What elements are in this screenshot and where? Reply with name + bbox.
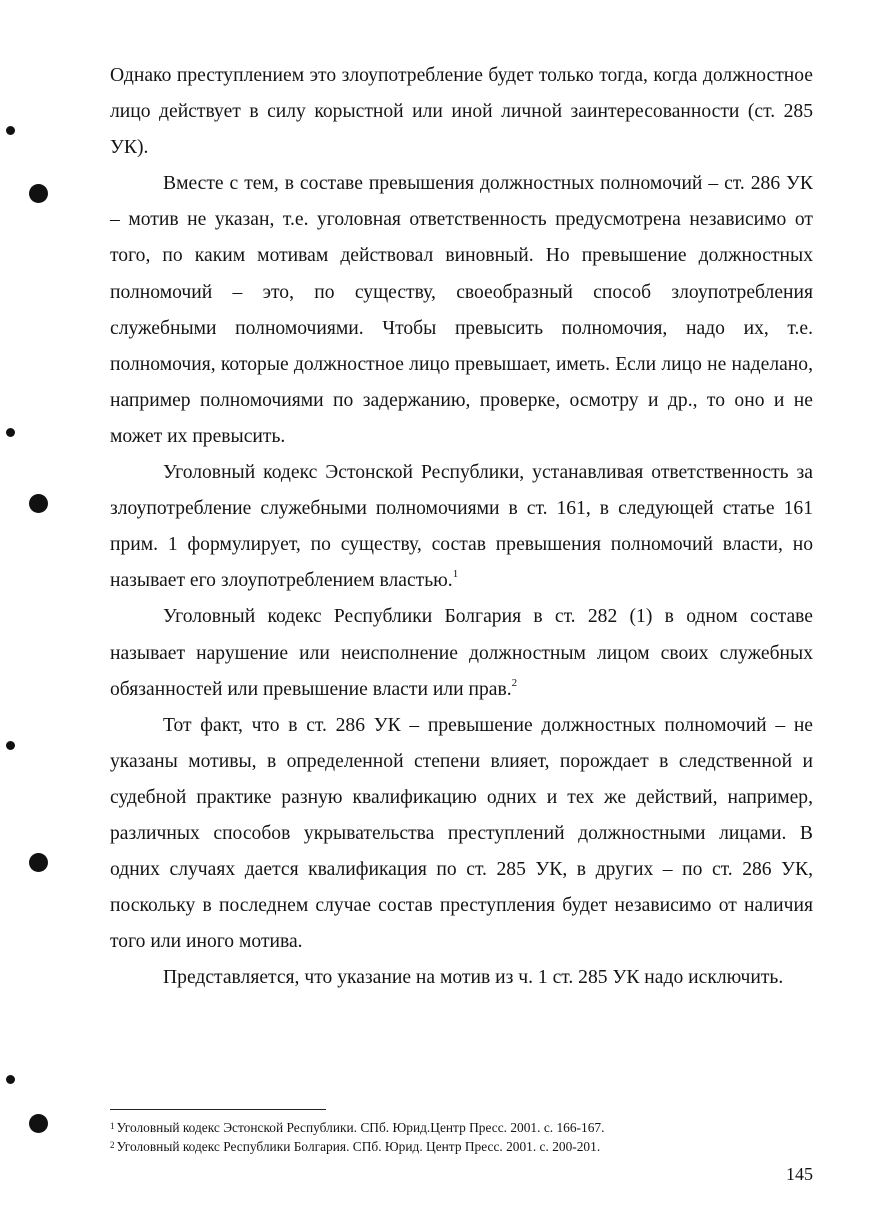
paragraph: [110, 58, 813, 166]
footnote: [110, 1118, 810, 1137]
punch-hole-mark: [6, 126, 15, 135]
paragraph: [110, 708, 813, 961]
binding-hole: [29, 1114, 48, 1133]
paragraph: [110, 599, 813, 707]
paragraph-text: Однако преступлением это злоупотребление будет только тогда, когда должностное лицо действует в силу корыстной или иной личной заинтересованности (ст. 285 УК).: [110, 65, 813, 159]
punch-hole-mark: [6, 428, 15, 437]
footnote-text: Уголовный кодекс Эстонской Республики. СПб. Юрид.Центр Пресс. 2001. с. 166-167.: [116, 1120, 605, 1135]
binding-hole: [29, 184, 48, 203]
punch-hole-mark: [6, 1075, 15, 1084]
footnote-ref: 2: [511, 676, 518, 689]
paragraph: [110, 166, 813, 455]
footnote-marker: 2: [110, 1140, 115, 1150]
footnote: [110, 1137, 810, 1156]
paragraph-text: Вместе с тем, в составе превышения должностных полномочий – ст. 286 УК – мотив не указан, т.е. уголовная ответственность предусмотрена независимо от того, по каким мотивам действовал виновный. Но превышение должностных полномочий – это, по существу, своеобразный способ злоупотребления служебными полномочиями. Чтобы превысить полномочия, надо их, т.е. полномочия, которые должностное лицо превышает, иметь. Если лицо не наделано, например полномочиями по задержанию, проверке, осмотру и др., то оно и не может их превысить.: [110, 173, 813, 447]
paragraph: [110, 960, 813, 996]
footnote-ref: 1: [452, 568, 459, 581]
footnotes: [110, 1118, 810, 1156]
binding-hole: [29, 853, 48, 872]
paragraph: [110, 455, 813, 599]
paragraph-text: Тот факт, что в ст. 286 УК – превышение должностных полномочий – не указаны мотивы, в определенной степени влияет, порождает в следственной и судебной практике разную квалификацию одних и тех же действий, например, различных способов укрывательства преступлений должностными лицами. В одних случаях дается квалификация по ст. 285 УК, в других – по ст. 286 УК, поскольку в последнем случае состав преступления будет независимо от наличия того или иного мотива.: [110, 714, 813, 953]
body-text: [110, 58, 813, 996]
footnote-marker: 1: [110, 1121, 115, 1131]
paragraph-text: Уголовный кодекс Республики Болгария в ст. 282 (1) в одном составе называет нарушение или неисполнение должностным лицом своих служебных обязанностей или превышение власти или прав.: [110, 606, 813, 700]
binding-hole: [29, 494, 48, 513]
paragraph-text: Уголовный кодекс Эстонской Республики, устанавливая ответственность за злоупотребление служебными полномочиями в ст. 161, в следующей статье 161 прим. 1 формулирует, по существу, состав превышения полномочий власти, но называет его злоупотреблением властью.: [110, 462, 813, 592]
footnote-divider: [110, 1109, 326, 1110]
page-number: 145: [786, 1164, 813, 1184]
punch-hole-mark: [6, 741, 15, 750]
paragraph-text: Представляется, что указание на мотив из ч. 1 ст. 285 УК надо исключить.: [163, 967, 784, 989]
footnote-text: Уголовный кодекс Республики Болгария. СПб. Юрид. Центр Пресс. 2001. с. 200-201.: [116, 1139, 601, 1154]
